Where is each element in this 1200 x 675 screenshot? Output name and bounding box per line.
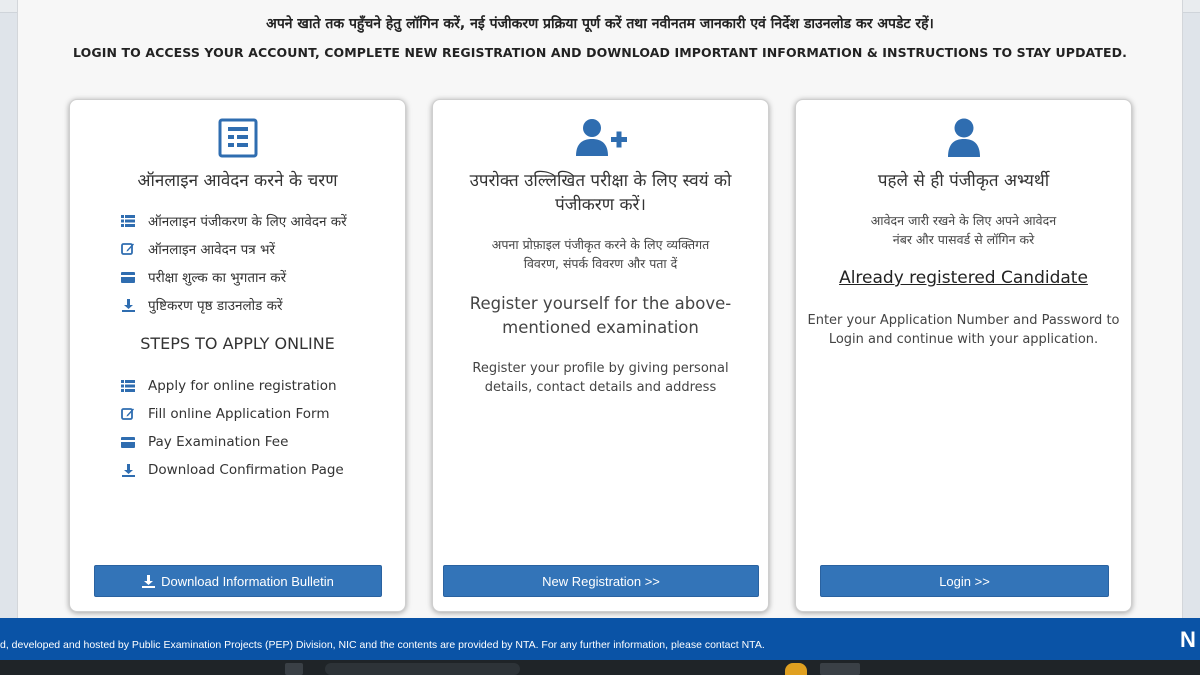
download-icon xyxy=(120,297,136,313)
step-label: ऑनलाइन पंजीकरण के लिए आवेदन करें xyxy=(148,214,347,230)
login-card xyxy=(795,99,1132,612)
list-item xyxy=(120,372,390,400)
new-registration-button[interactable] xyxy=(443,565,759,597)
list-item xyxy=(120,456,390,484)
register-sub-english-1: Register your profile by giving personal xyxy=(472,361,729,376)
taskbar-item[interactable] xyxy=(285,663,303,675)
step-label: परीक्षा शुल्क का भुगतान करें xyxy=(148,270,287,286)
login-sub-english-1: Enter your Application Number and Password to xyxy=(807,313,1120,328)
nta-logo: N xyxy=(1180,627,1196,652)
step-label: ऑनलाइन आवेदन पत्र भरें xyxy=(148,242,276,258)
list-item xyxy=(120,291,390,319)
login-sub-hindi-2: नंबर और पासवर्ड से लॉगिन करे xyxy=(892,232,1035,247)
login-title-hindi: पहले से ही पंजीकृत अभ्यर्थी xyxy=(877,171,1050,191)
list-item xyxy=(120,263,390,291)
already-registered-link[interactable]: Already registered Candidate xyxy=(839,268,1088,288)
download-bulletin-button[interactable] xyxy=(94,565,382,597)
new-registration-label: New Registration >> xyxy=(542,573,660,589)
login-button[interactable] xyxy=(820,565,1109,597)
card-icon xyxy=(120,434,136,450)
register-sub-english-2: details, contact details and address xyxy=(484,380,717,395)
download-icon xyxy=(120,462,136,478)
list-item xyxy=(120,428,390,456)
footer-text: d, developed and hosted by Public Examination Projects (PEP) Division, NIC and the contents are provided by NTA. For any further information, please contact NTA. xyxy=(0,639,765,651)
list-item xyxy=(120,235,390,263)
login-sub-hindi-1: आवेदन जारी रखने के लिए अपने आवेदन xyxy=(870,213,1057,228)
edit-icon xyxy=(120,406,136,422)
steps-card xyxy=(69,99,406,612)
steps-title-english: STEPS TO APPLY ONLINE xyxy=(140,334,335,353)
steps-list-english xyxy=(120,372,390,484)
register-sub-hindi-1: अपना प्रोफ़ाइल पंजीकृत करने के लिए व्यक्तिगत xyxy=(491,237,710,252)
download-bulletin-label: Download Information Bulletin xyxy=(161,573,334,589)
list-item xyxy=(120,400,390,428)
taskbar-item[interactable] xyxy=(785,663,807,675)
list-icon xyxy=(120,378,136,394)
step-label: Pay Examination Fee xyxy=(148,434,289,450)
register-sub-hindi-2: विवरण, संपर्क विवरण और पता दें xyxy=(523,256,678,271)
user-plus-icon xyxy=(574,118,628,162)
footer xyxy=(0,618,1200,660)
page-subtitle-hindi: अपने खाते तक पहुँचने हेतु लॉगिन करें, नई पंजीकरण प्रक्रिया पूर्ण करें तथा नवीनतम जानकारी एवं निर्देश डाउनलोड कर अपडेट रहें। xyxy=(266,16,934,32)
login-label: Login >> xyxy=(939,573,990,589)
register-title-hindi-2: पंजीकरण करें। xyxy=(555,195,646,215)
steps-list-hindi xyxy=(120,207,390,319)
list-item xyxy=(120,207,390,235)
list-icon xyxy=(120,213,136,229)
step-label: पुष्टिकरण पृष्ठ डाउनलोड करें xyxy=(148,298,283,314)
os-taskbar xyxy=(0,660,1200,675)
taskbar-item[interactable] xyxy=(820,663,860,675)
register-title-english-2: mentioned examination xyxy=(502,318,699,337)
steps-title-hindi: ऑनलाइन आवेदन करने के चरण xyxy=(137,171,338,191)
form-list-icon xyxy=(218,118,258,162)
login-sub-english-2: Login and continue with your application. xyxy=(828,332,1099,347)
register-title-english-1: Register yourself for the above- xyxy=(469,294,732,313)
step-label: Download Confirmation Page xyxy=(148,462,344,478)
step-label: Fill online Application Form xyxy=(148,406,330,422)
new-registration-card xyxy=(432,99,769,612)
download-icon xyxy=(142,575,155,588)
edit-icon xyxy=(120,241,136,257)
user-icon xyxy=(947,118,981,162)
step-label: Apply for online registration xyxy=(148,378,337,394)
taskbar-search[interactable] xyxy=(325,663,520,675)
card-icon xyxy=(120,269,136,285)
page-subtitle-english: LOGIN TO ACCESS YOUR ACCOUNT, COMPLETE NEW REGISTRATION AND DOWNLOAD IMPORTANT INFORMATION & INSTRUCTIONS TO STAY UPDATED. xyxy=(73,45,1127,60)
register-title-hindi-1: उपरोक्त उल्लिखित परीक्षा के लिए स्वयं को xyxy=(469,171,732,191)
